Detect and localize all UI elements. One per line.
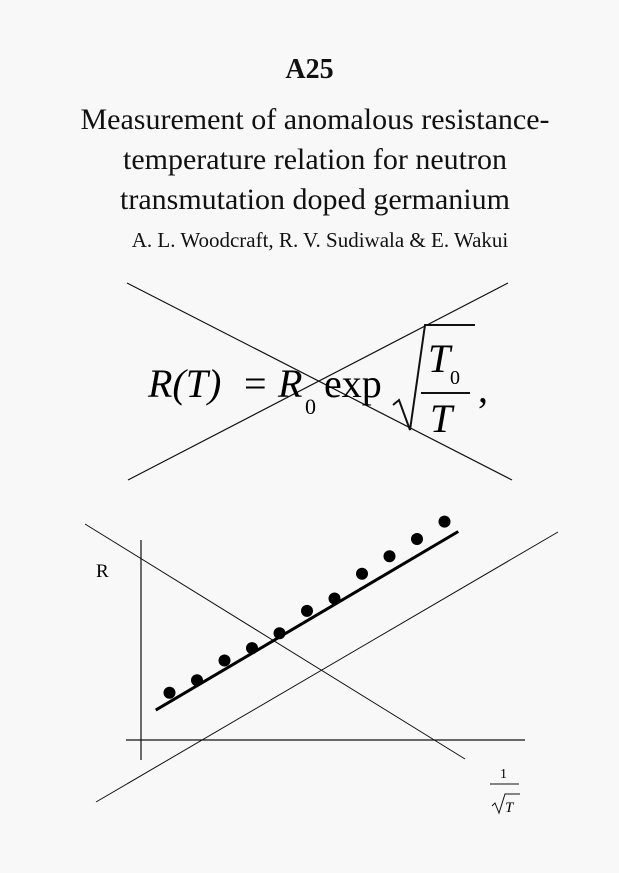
data-point-2 xyxy=(191,674,203,686)
data-point-11 xyxy=(439,516,451,528)
data-point-4 xyxy=(246,642,258,654)
eq-trailing: , xyxy=(478,366,488,411)
eq-r0-sub: 0 xyxy=(305,394,316,419)
paper-authors: A. L. Woodcraft, R. V. Sudiwala & E. Wakui xyxy=(131,228,509,252)
x-axis-label-numerator: 1 xyxy=(500,767,507,782)
eq-numerator-sub: 0 xyxy=(450,367,460,389)
data-point-8 xyxy=(356,568,368,580)
paper-title: Measurement of anomalous resistance-temperature relation for neutron transmutation doped germanium xyxy=(80,103,550,216)
data-point-3 xyxy=(219,655,231,667)
eq-lhs: R(T) xyxy=(148,361,222,406)
data-point-1 xyxy=(164,687,176,699)
data-point-10 xyxy=(411,533,423,545)
x-axis-label-denominator: T xyxy=(505,800,514,816)
chart-cross-line-2 xyxy=(96,532,558,802)
crossed-chart xyxy=(85,516,558,816)
eq-r0: R xyxy=(278,361,303,406)
y-axis-label: R xyxy=(96,561,109,582)
data-point-7 xyxy=(329,593,341,605)
eq-denominator: T xyxy=(430,396,453,441)
eq-equals: = xyxy=(244,361,267,406)
chart-cross-line-1 xyxy=(85,524,465,759)
eq-numerator: T xyxy=(428,336,451,381)
eq-exp: exp xyxy=(324,361,382,406)
data-point-9 xyxy=(384,550,396,562)
data-point-6 xyxy=(301,605,313,617)
data-point-5 xyxy=(274,627,286,639)
paper-code: A25 xyxy=(285,54,334,85)
